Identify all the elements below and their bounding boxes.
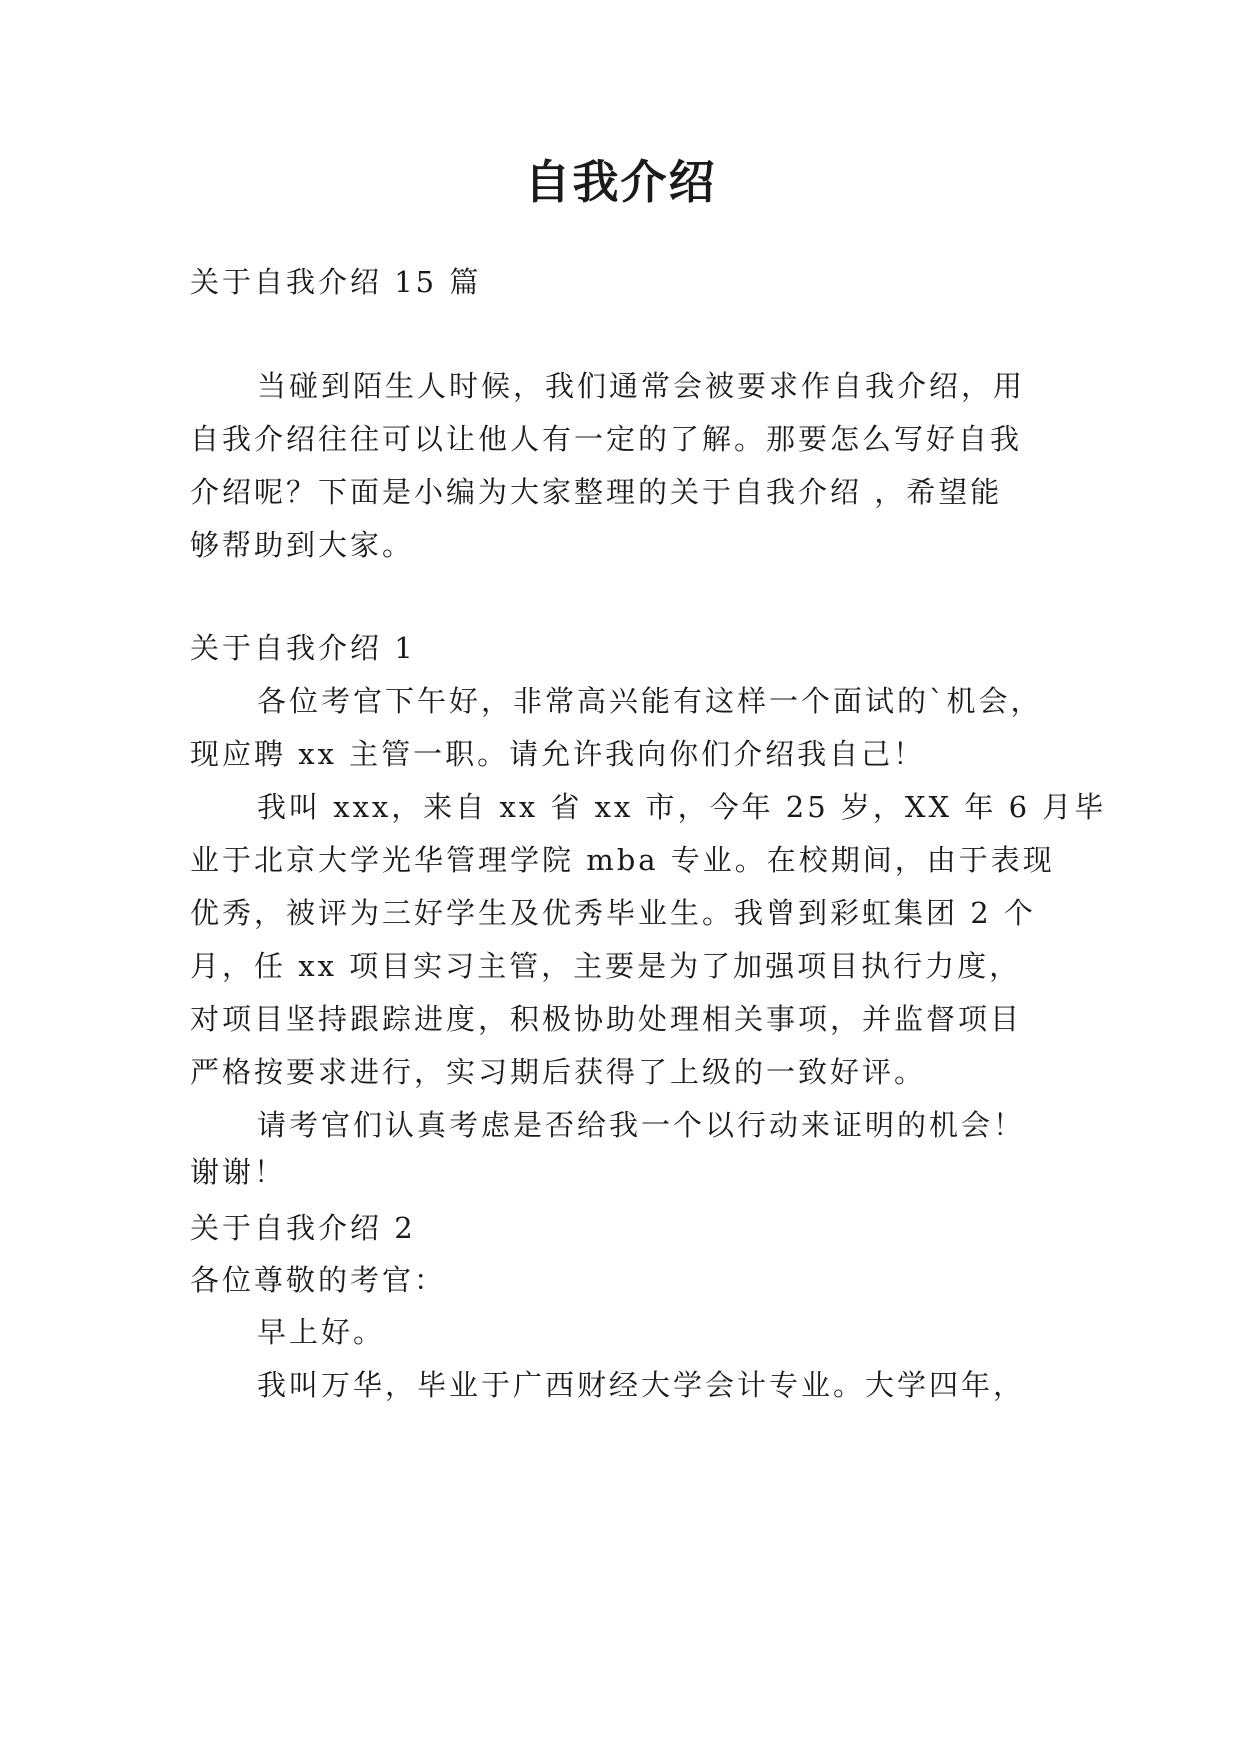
- body-line: 各位尊敬的考官：: [190, 1263, 447, 1297]
- section-heading: 关于自我介绍 2: [190, 1211, 416, 1245]
- body-line: 我叫 xxx，来自 xx 省 xx 市，今年 25 岁，XX 年 6 月毕: [257, 790, 1107, 824]
- body-line: 现应聘 xx 主管一职。请允许我向你们介绍我自己！: [190, 737, 926, 771]
- section-heading: 关于自我介绍 1: [190, 631, 416, 665]
- body-line: 谢谢！: [190, 1155, 287, 1189]
- body-line: 各位考官下午好，非常高兴能有这样一个面试的`机会，: [257, 684, 1043, 718]
- intro-line: 够帮助到大家。: [190, 528, 415, 562]
- body-line: 业于北京大学光华管理学院 mba 专业。在校期间，由于表现: [190, 843, 1055, 877]
- intro-line: 介绍呢？下面是小编为大家整理的关于自我介绍 ，希望能: [190, 475, 1003, 509]
- body-line: 早上好。: [257, 1315, 386, 1349]
- body-line: 请考官们认真考虑是否给我一个以行动来证明的机会！: [257, 1108, 1026, 1142]
- body-line: 严格按要求进行，实习期后获得了上级的一致好评。: [190, 1055, 927, 1089]
- body-line: 对项目坚持跟踪进度，积极协助处理相关事项，并监督项目: [190, 1002, 1023, 1036]
- intro-line: 当碰到陌生人时候，我们通常会被要求作自我介绍，用: [257, 369, 1026, 403]
- document-title: 自我介绍: [524, 155, 717, 209]
- document-subtitle: 关于自我介绍 15 篇: [190, 265, 482, 299]
- intro-line: 自我介绍往往可以让他人有一定的了解。那要怎么写好自我: [190, 422, 1023, 456]
- body-line: 月，任 xx 项目实习主管，主要是为了加强项目执行力度，: [190, 949, 1022, 983]
- body-line: 我叫万华，毕业于广西财经大学会计专业。大学四年，: [257, 1368, 1026, 1402]
- body-line: 优秀，被评为三好学生及优秀毕业生。我曾到彩虹集团 2 个: [190, 896, 1036, 930]
